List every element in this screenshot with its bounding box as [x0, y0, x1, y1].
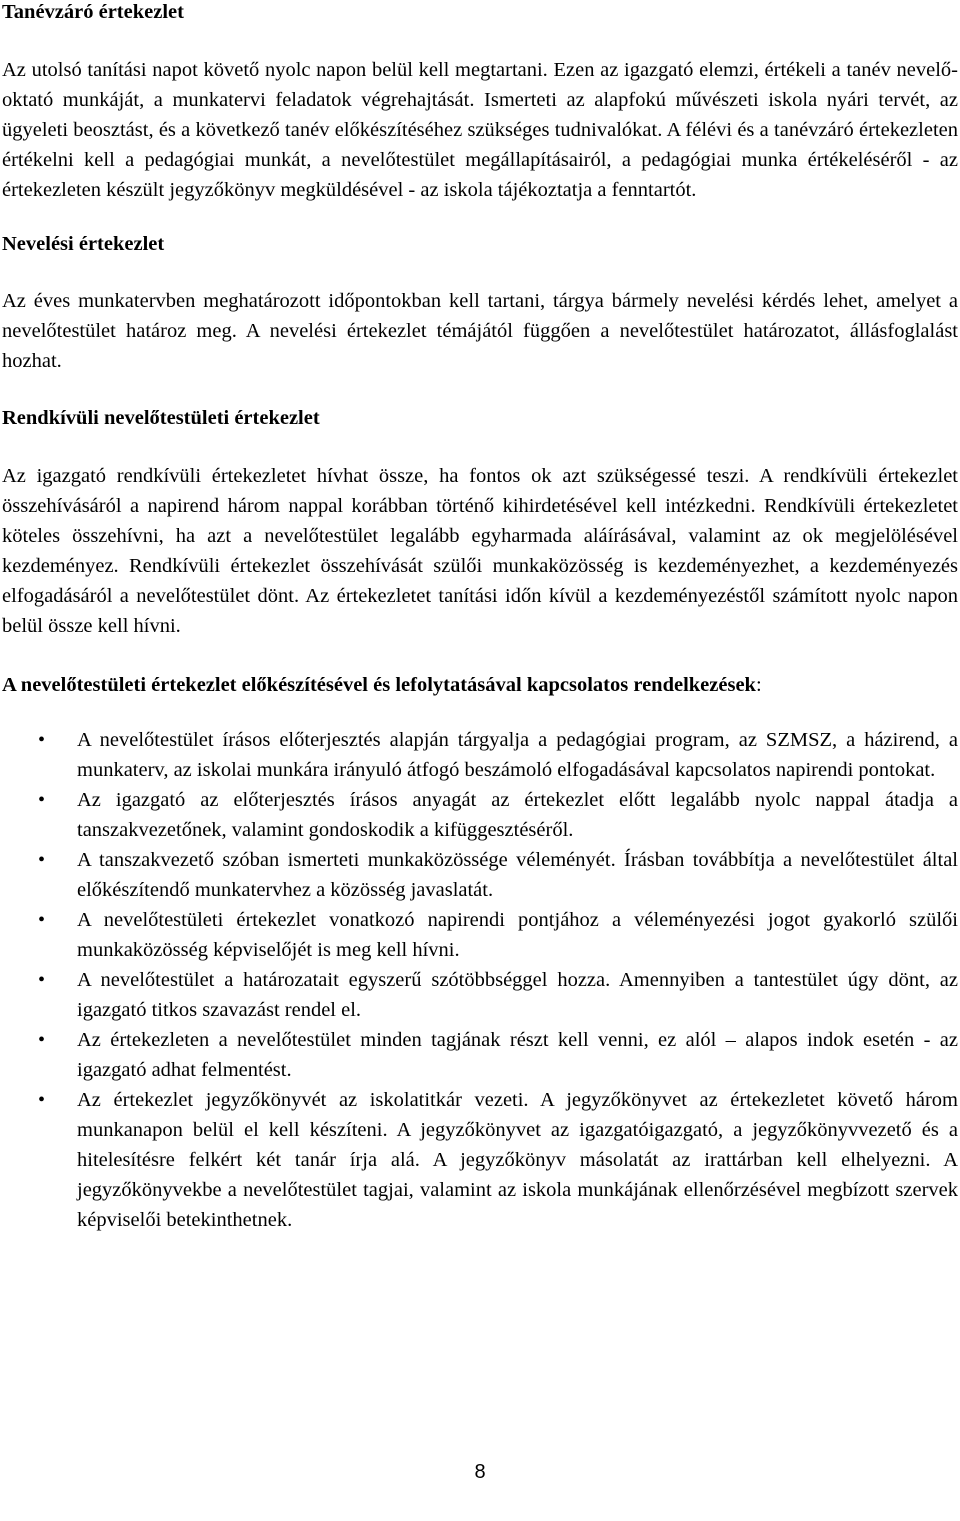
bullet-icon: •	[38, 789, 46, 811]
list-item	[2, 965, 958, 1025]
page-number: 8	[474, 1461, 486, 1483]
list-item	[2, 1085, 958, 1235]
list-item-text: A nevelőtestület a határozatait egyszerű szótöbbséggel hozza. Amennyiben a tantestület úgy dönt, az igazgató titkos szavazást rendel el.	[77, 969, 958, 1021]
list-item	[2, 725, 958, 785]
list-item	[2, 785, 958, 845]
list-item-text: Az igazgató az előterjesztés írásos anyagát az értekezlet előtt legalább nyolc nappal átadja a tanszakvezetőnek, valamint gondoskodik a kifüggesztéséről.	[77, 789, 958, 841]
list-item	[2, 1025, 958, 1085]
bullet-icon: •	[38, 1089, 46, 1111]
provisions-heading-text: A nevelőtestületi értekezlet előkészítésével és lefolytatásával kapcsolatos rendelkezések	[2, 674, 756, 696]
section-heading-nevelesi: Nevelési értekezlet	[2, 233, 165, 255]
list-item-text: A nevelőtestületi értekezlet vonatkozó napirendi pontjához a véleményezési jogot gyakorló szülői munkaközösség képviselőjét is meg kell hívni.	[77, 909, 958, 961]
bullet-icon: •	[38, 909, 46, 931]
provisions-heading	[2, 673, 958, 697]
provisions-list	[2, 725, 958, 1235]
bullet-icon: •	[38, 969, 46, 991]
section-heading-tanevzaro: Tanévzáró értekezlet	[2, 1, 184, 23]
section-body-tanevzaro: Az utolsó tanítási napot követő nyolc napon belül kell megtartani. Ezen az igazgató elemzi, értékeli a tanév nevelő-oktató munkáját, a munkatervi feladatok végrehajtását. Ismerteti az alapfokú művészeti iskola nyári tervét, az ügyeleti beosztást, és a következő tanév előkészítéséhez szükséges tudnivalókat. A félévi és a tanévzáró értekezleten értékelni kell a pedagógiai munkát, a nevelőtestület megállapításairól, a pedagógiai munka értékeléséről - az értekezleten készült jegyzőkönyv megküldésével - az iskola tájékoztatja a fenntartót.	[2, 59, 958, 201]
list-item-text: Az értekezleten a nevelőtestület minden tagjának részt kell venni, ez alól – alapos indok esetén - az igazgató adhat felmentést.	[77, 1029, 958, 1081]
list-item-text: Az értekezlet jegyzőkönyvét az iskolatitkár vezeti. A jegyzőkönyvet az értekezletet követő három munkanapon belül el kell készíteni. A jegyzőkönyvet az igazgatóigazgató, a jegyzőkönyvvezető és a hitelesítésre felkért két tanár írja alá. A jegyzőkönyv másolatát az irattárban kell elhelyezni. A jegyzőkönyvekbe a nevelőtestület tagjai, valamint az iskola munkájának ellenőrzésével megbízott szervek képviselői betekinthetnek.	[77, 1089, 958, 1231]
bullet-icon: •	[38, 849, 46, 871]
bullet-icon: •	[38, 729, 46, 751]
section-body-rendkivuli: Az igazgató rendkívüli értekezletet hívhat össze, ha fontos ok azt szükségessé teszi. A rendkívüli értekezlet összehívásáról a napirend három nappal korábban történő kihirdetésével kell intézkedni. Rendkívüli értekezletet köteles összehívni, ha azt a nevelőtestület legalább egyharmada aláírásával, valamint az ok megjelölésével kezdeményez. Rendkívüli értekezlet összehívását szülői munkaközösség is kezdeményezhet, a kezdeményezés elfogadásáról a nevelőtestület dönt. Az értekezletet tanítási időn kívül a kezdeményezéstől számított nyolc napon belül össze kell hívni.	[2, 465, 958, 637]
section-body-nevelesi: Az éves munkatervben meghatározott időpontokban kell tartani, tárgya bármely nevelési kérdés lehet, amelyet a nevelőtestület határoz meg. A nevelési értekezlet témájától függően a nevelőtestület határozatot, állásfoglalást hozhat.	[2, 290, 958, 372]
bullet-icon: •	[38, 1029, 46, 1051]
provisions-heading-colon: :	[755, 674, 762, 696]
list-item	[2, 845, 958, 905]
section-heading-rendkivuli: Rendkívüli nevelőtestületi értekezlet	[2, 407, 320, 429]
list-item	[2, 905, 958, 965]
list-item-text: A nevelőtestület írásos előterjesztés alapján tárgyalja a pedagógiai program, az SZMSZ, a házirend, a munkaterv, az iskolai munkára irányuló átfogó beszámoló elfogadásával kapcsolatos napirendi pontokat.	[77, 729, 958, 781]
document-page	[2, 0, 958, 1235]
list-item-text: A tanszakvezető szóban ismerteti munkaközössége véleményét. Írásban továbbítja a nevelőtestület által előkészítendő munkatervhez a közösség javaslatát.	[77, 849, 958, 901]
